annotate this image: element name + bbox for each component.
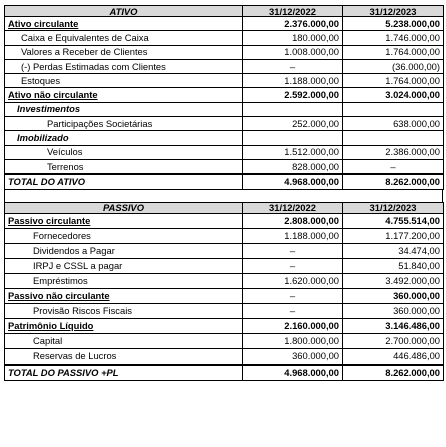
passivo-col-2023: 31/12/2023 xyxy=(343,202,444,213)
row-label: Valores a Receber de Clientes xyxy=(5,45,243,59)
table-row xyxy=(5,59,444,73)
value-2022: 360.000,00 xyxy=(243,349,343,365)
value-2023: 8.262.000,00 xyxy=(343,174,444,189)
value-2022: – xyxy=(243,289,343,304)
value-2023: 360.000,00 xyxy=(343,289,444,304)
passivo-col-2022: 31/12/2022 xyxy=(243,202,343,213)
value-2023: 638.000,00 xyxy=(343,117,444,131)
passivo-table xyxy=(4,202,444,381)
row-label: TOTAL DO PASSIVO +PL xyxy=(5,365,243,381)
value-2022: 1.008.000,00 xyxy=(243,45,343,59)
row-label: TOTAL DO ATIVO xyxy=(5,174,243,189)
value-2023: 4.755.514,00 xyxy=(343,213,444,228)
value-2022: 252.000,00 xyxy=(243,117,343,131)
row-label: (-) Perdas Estimadas com Clientes xyxy=(5,59,243,73)
value-2023: – xyxy=(343,159,444,174)
value-2023: 34.474,00 xyxy=(343,243,444,258)
value-2022: 2.808.000,00 xyxy=(243,213,343,228)
row-label: Provisão Riscos Fiscais xyxy=(5,304,243,319)
table-row xyxy=(5,117,444,131)
value-2023: 8.262.000,00 xyxy=(343,365,444,381)
row-label: Imobilizado xyxy=(5,131,243,145)
value-2022: 4.968.000,00 xyxy=(243,365,343,381)
ativo-table xyxy=(4,5,444,190)
value-2022 xyxy=(243,131,343,145)
table-row xyxy=(5,319,444,334)
value-2023: 3.146.486,00 xyxy=(343,319,444,334)
table-row xyxy=(5,334,444,349)
value-2022: 2.160.000,00 xyxy=(243,319,343,334)
row-label: Terrenos xyxy=(5,159,243,174)
table-row xyxy=(5,304,444,319)
table-row xyxy=(5,31,444,45)
value-2022: 2.592.000,00 xyxy=(243,88,343,102)
total-row xyxy=(5,174,444,189)
value-2022 xyxy=(243,102,343,116)
row-label: Ativo circulante xyxy=(5,17,243,31)
value-2022: – xyxy=(243,258,343,273)
passivo-header: PASSIVO xyxy=(5,202,243,213)
row-label: Veículos xyxy=(5,145,243,159)
value-2023: 2.700.000,00 xyxy=(343,334,444,349)
table-row xyxy=(5,88,444,102)
table-row xyxy=(5,102,444,116)
value-2022: 1.188.000,00 xyxy=(243,74,343,88)
table-row xyxy=(5,349,444,365)
value-2022: 180.000,00 xyxy=(243,31,343,45)
table-row xyxy=(5,243,444,258)
value-2022: – xyxy=(243,304,343,319)
value-2023: (36.000,00) xyxy=(343,59,444,73)
value-2022: – xyxy=(243,59,343,73)
table-row xyxy=(5,74,444,88)
ativo-col-2022: 31/12/2022 xyxy=(243,6,343,17)
row-label: Dividendos a Pagar xyxy=(5,243,243,258)
value-2023 xyxy=(343,102,444,116)
table-row xyxy=(5,273,444,288)
table-spacer xyxy=(4,190,443,202)
value-2022: 1.188.000,00 xyxy=(243,228,343,243)
ativo-header-row xyxy=(5,6,444,17)
value-2023: 1.764.000,00 xyxy=(343,45,444,59)
table-row xyxy=(5,213,444,228)
table-row xyxy=(5,17,444,31)
value-2022: 1.620.000,00 xyxy=(243,273,343,288)
value-2023: 360.000,00 xyxy=(343,304,444,319)
table-row xyxy=(5,289,444,304)
passivo-header-row xyxy=(5,202,444,213)
table-row xyxy=(5,159,444,174)
value-2023: 3.492.000,00 xyxy=(343,273,444,288)
total-row xyxy=(5,365,444,381)
row-label: Estoques xyxy=(5,74,243,88)
table-row xyxy=(5,258,444,273)
value-2022: 4.968.000,00 xyxy=(243,174,343,189)
value-2023: 5.238.000,00 xyxy=(343,17,444,31)
row-label: Caixa e Equivalentes de Caixa xyxy=(5,31,243,45)
row-label: Investimentos xyxy=(5,102,243,116)
value-2023: 2.386.000,00 xyxy=(343,145,444,159)
value-2023: 1.764.000,00 xyxy=(343,74,444,88)
value-2023: 1.746.000,00 xyxy=(343,31,444,45)
ativo-col-2023: 31/12/2023 xyxy=(343,6,444,17)
row-label: Passivo circulante xyxy=(5,213,243,228)
value-2022: – xyxy=(243,243,343,258)
value-2023: 3.024.000,00 xyxy=(343,88,444,102)
row-label: Fornecedores xyxy=(5,228,243,243)
ativo-header: ATIVO xyxy=(5,6,243,17)
table-row xyxy=(5,131,444,145)
row-label: Ativo não circulante xyxy=(5,88,243,102)
row-label: IRPJ e CSSL a pagar xyxy=(5,258,243,273)
balance-sheet xyxy=(4,5,443,381)
row-label: Participações Societárias xyxy=(5,117,243,131)
value-2022: 1.800.000,00 xyxy=(243,334,343,349)
value-2022: 828.000,00 xyxy=(243,159,343,174)
row-label: Patrimônio Líquido xyxy=(5,319,243,334)
table-row xyxy=(5,45,444,59)
value-2022: 1.512.000,00 xyxy=(243,145,343,159)
value-2023: 1.177.200,00 xyxy=(343,228,444,243)
table-row xyxy=(5,145,444,159)
row-label: Empréstimos xyxy=(5,273,243,288)
table-row xyxy=(5,228,444,243)
value-2022: 2.376.000,00 xyxy=(243,17,343,31)
row-label: Capital xyxy=(5,334,243,349)
value-2023: 51.840,00 xyxy=(343,258,444,273)
value-2023: 446.486,00 xyxy=(343,349,444,365)
row-label: Passivo não circulante xyxy=(5,289,243,304)
row-label: Reservas de Lucros xyxy=(5,349,243,365)
value-2023 xyxy=(343,131,444,145)
